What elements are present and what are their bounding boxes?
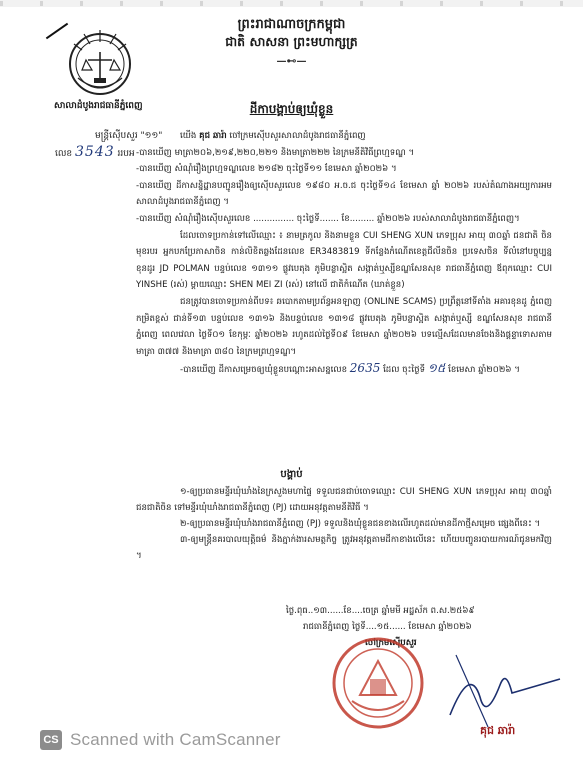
- paragraph-legal-basis: -បានឃើញ មាត្រា២០៦,២១៩,២២០,២២១ និងមាត្រា២២២ នៃក្រមនីតិវិធីព្រហ្មទណ្ឌ ។: [136, 147, 415, 158]
- paragraph-prosecutor-order: -បានឃើញ ដីកាសន្និដ្ឋានបញ្ជូនរឿងឲ្យស៊ើបសួរលេខ ១៩៨០ អ.ច.ជ ចុះថ្ងៃទី១៤ ខែមេសា ឆ្នាំ ២០២៦ របស់តំណាងអយ្យការអមសាលាដំបូងរាជធានីភ្នំពេញ ។: [136, 180, 552, 208]
- paragraph-detention-order: [136, 360, 552, 379]
- date-solar: រាជធានីភ្នំពេញ ថ្ងៃទី....១៥...... ខែមេសា ឆ្នាំ២០២៦: [303, 622, 472, 632]
- order-item-2: ២-ឲ្យប្រធានមន្ទីរឃុំឃាំងរាជធានីភ្នំពេញ (PJ) ទទួលនិងឃុំខ្លួនជនខាងលើរហូតដល់មានដីកាថ្មីសម្រេច ផ្សេងពីនេះ ។: [180, 519, 541, 529]
- document-number: [55, 144, 135, 161]
- clerk-serial: មន្ត្រីស៊ើបសួរ "១១": [95, 131, 163, 141]
- order-item-3: ៣-ឲ្យមន្ត្រីនគរបាលយុត្តិធម៌ និងភ្នាក់ងារសមត្ថកិច្ច ត្រូវអនុវត្តតាមដីកាខាងលើនេះ ហើយបញ្ជូនរបាយការណ៍ជូនមកវិញ ។: [136, 535, 552, 561]
- intro-line: [136, 128, 552, 145]
- court-name: សាលាដំបូងរាជធានីភ្នំពេញ: [54, 101, 143, 111]
- number-prefix: លេខ: [55, 149, 73, 159]
- document-body: [136, 128, 552, 379]
- document-title: ដីកាបង្គាប់ឲ្យឃុំខ្លួន: [249, 102, 334, 116]
- date-lunar: ថ្ងៃ.ពុធ..១៣......ខែ....ចេត្រ ឆ្នាំមមី អដ្ឋស័ក ព.ស.២៥៦៩: [286, 606, 475, 616]
- court-emblem-icon: [64, 26, 136, 98]
- orders-heading: បង្គាប់: [280, 469, 303, 480]
- camscanner-watermark: [40, 728, 281, 752]
- motto-heading: ជាតិ សាសនា ព្រះមហាក្សត្រ: [225, 34, 358, 49]
- judge-name: គុជ ឆារ៉ា: [199, 131, 227, 141]
- paragraph-charges: ជនត្រូវបានចោទប្រកាន់ពីបទ៖ ឆបោកតាមប្រព័ន្ធអនឡាញ (ONLINE SCAMS) ប្រព្រឹត្តនៅទីតាំង អគារខុនដូ ភ្នំពេញកម្រិតខ្ពស់ ជាន់ទី១៣ បន្ទប់លេខ ១៣១៦ និងបន្ទប់លេខ ១៣១៨ ផ្លូវបេតុង ភូមិបន្លាស្អិត សង្កាត់ឬស្សី ខណ្ឌសែនសុខ រាជធានីភ្នំពេញ ពេលវេលា ថ្ងៃទី០១ ខែកុម្ភៈ ឆ្នាំ២០២៦ រហូតដល់ថ្ងៃទី០៩ ខែមេសា ឆ្នាំ២០២៦ បទល្មើសដែលមានចែងនិងផ្ដន្ទាទោសតាមមាត្រា ៣៧៧ និងមាត្រា ៣៨០ នៃក្រមព្រហ្មទណ្ឌ។: [136, 296, 552, 357]
- official-seal-icon: [334, 639, 422, 727]
- orders-list: [136, 484, 552, 564]
- paragraph-accused: ដែលចោទប្រកាន់ទៅលើឈ្មោះ ៖ នាមត្រកូល និងនាមខ្លួន CUI SHENG XUN ភេទប្រុស អាយុ ៣០ឆ្នាំ ជនជាតិ ចិន មុខរបរ អ្នកបកប្រែភាសាចិន កាន់លិខិតឆ្លងដែនលេខ ER3483819 ទីកន្លែងកំណើតខេត្តជីលីនចិន ប្រទេសចិន ទីលំនៅបច្ចុប្បន្ន ខុនដូរ JD POLMAN បន្ទប់លេខ ១៣១១ ផ្លូវបេតុង ភូមិបន្លាស្អិត សង្កាត់ឬស្សីខណ្ឌសែនសុខ រាជធានីភ្នំពេញ ឪពុកឈ្មោះ CUI YINSHE (រស់) ម្ដាយឈ្មោះ SHEN MEI ZI (រស់) នៅលើ ជាតិកំណើត (ឃាត់ខ្លួន): [136, 230, 552, 291]
- intro-rest: ចៅក្រមស៊ើបសួរសាលាដំបូងរាជធានីភ្នំពេញ: [229, 131, 366, 141]
- detention-day-handwritten: ១៥: [427, 361, 446, 376]
- paragraph-case-file: -បានឃើញ សំណុំរឿងព្រហ្មទណ្ឌលេខ ២១៨២ ចុះថ្ងៃទី១១ ខែមេសា ឆ្នាំ២០២៦ ។: [136, 164, 397, 175]
- kingdom-heading: ព្រះរាជាណាចក្រកម្ពុជា: [237, 17, 346, 32]
- detention-tail: ខែមេសា ឆ្នាំ២០២៦ ។: [448, 365, 520, 376]
- detention-mid: ដែល ចុះថ្ងៃទី: [383, 365, 426, 376]
- order-item-1: ១-ឲ្យប្រធានមន្ទីរឃុំឃាំងនៃក្រសួងមហាផ្ទៃ ទទួលជនជាប់ចោទឈ្មោះ CUI SHENG XUN ភេទប្រុស អាយុ ៣០ឆ្នាំ ជនជាតិចិន ទៅមន្ទីរឃុំឃាំងរាជធានីភ្នំពេញ (PJ) ដោយអនុវត្តតាមនីតិវិធី ។: [136, 487, 552, 513]
- signer-role: ចៅក្រមស៊ើបសួរ: [365, 638, 417, 648]
- number-suffix: ររបអ: [117, 149, 135, 159]
- watermark-text: Scanned with CamScanner: [70, 730, 281, 749]
- heading-ornament: —⊷—: [276, 56, 307, 67]
- detention-lead: -បានឃើញ ដីកាសម្រេចឲ្យឃុំខ្លួនបណ្ដោះអាសន្នលេខ: [180, 365, 348, 376]
- camscanner-logo-icon: CS: [40, 730, 62, 750]
- scan-top-strip: [0, 0, 583, 7]
- signature-and-seal: [330, 635, 565, 735]
- paragraph-investigation-file: -បានឃើញ សំណុំរឿងស៊ើបសួរលេខ ............... ចុះថ្ងៃទី....... ខែ......... ឆ្នាំ២០២៦ របស់សាលាដំបូងរាជធានីភ្នំពេញ។: [136, 213, 520, 224]
- number-handwritten: 3543: [75, 144, 115, 160]
- detention-number-handwritten: 2635: [349, 361, 381, 376]
- signer-name: គុជ ឆារ៉ា: [480, 724, 516, 737]
- intro-lead: យើង: [180, 131, 197, 141]
